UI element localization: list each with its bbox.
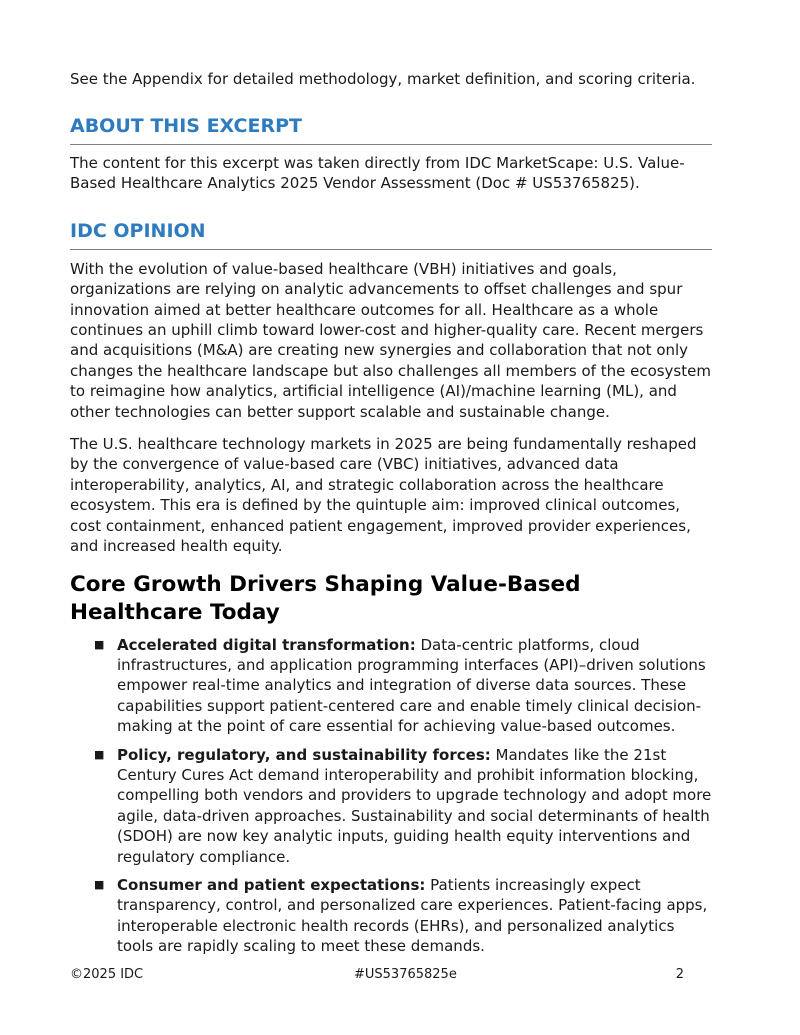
list-item-text: Patients increasingly expect transparency, control, and personalized care experiences. Patient-facing apps, interoperable electronic health records (EHRs), and personalized analytics tools are rapidly scaling to meet these demands. [117, 875, 708, 956]
square-bullet-icon: ■ [94, 877, 105, 891]
footer-doc-number: #US53765825e [354, 967, 457, 982]
list-item [70, 635, 712, 737]
list-item [70, 745, 712, 867]
list-item-lead: Policy, regulatory, and sustainability forces: [117, 745, 491, 764]
square-bullet-icon: ■ [94, 637, 105, 651]
opinion-paragraph-1: With the evolution of value-based healthcare (VBH) initiatives and goals, organizations are relying on analytic advancements to offset challenges and spur innovation aimed at better healthcare outcomes for all. Healthcare as a whole continues an uphill climb toward lower-cost and higher-quality care. Recent mergers and acquisitions (M&A) are creating new synergies and collaboration that not only changes the healthcare landscape but also challenges all members of the ecosystem to reimagine how analytics, artificial intelligence (AI)/machine learning (ML), and other technologies can better support scalable and sustainable change. [70, 259, 711, 421]
list-item-text: Data-centric platforms, cloud infrastructures, and application programming interfaces (API)–driven solutions empower real-time analytics and integration of diverse data sources. These capabilities support patient-centered care and enable timely clinical decision-making at the point of care essential for achieving value-based outcomes. [117, 635, 706, 736]
opinion-paragraph-2: The U.S. healthcare technology markets in 2025 are being fundamentally reshaped by the convergence of value-based care (VBC) initiatives, advanced data interoperability, analytics, AI, and strategic collaboration across the healthcare ecosystem. This era is defined by the quintuple aim: improved clinical outcomes, cost containment, enhanced patient engagement, improved provider experiences, and increased health equity. [70, 435, 697, 556]
about-section-title: ABOUT THIS EXCERPT [70, 114, 712, 145]
list-item-text: Mandates like the 21st Century Cures Act demand interoperability and prohibit information blocking, compelling both vendors and providers to upgrade technology and adopt more agile, data-driven approaches. Sustainability and social determinants of health (SDOH) are now key analytic inputs, guiding health equity interventions and regulatory compliance. [117, 745, 712, 866]
about-text: The content for this excerpt was taken directly from IDC MarketScape: U.S. Value-Based Healthcare Analytics 2025 Vendor Assessment (Doc # US53765825). [70, 154, 685, 193]
list-item-lead: Consumer and patient expectations: [117, 875, 426, 894]
intro-text: See the Appendix for detailed methodology, market definition, and scoring criteria. [70, 70, 696, 88]
footer-page-number: 2 [675, 967, 684, 982]
drivers-heading: Core Growth Drivers Shaping Value-Based Healthcare Today [70, 571, 581, 625]
square-bullet-icon: ■ [94, 747, 105, 761]
document-page [70, 0, 712, 965]
footer-copyright: ©2025 IDC [70, 967, 144, 982]
drivers-list [70, 635, 712, 957]
list-item [70, 875, 712, 957]
list-item-lead: Accelerated digital transformation: [117, 635, 416, 654]
opinion-section-title: IDC OPINION [70, 219, 712, 250]
